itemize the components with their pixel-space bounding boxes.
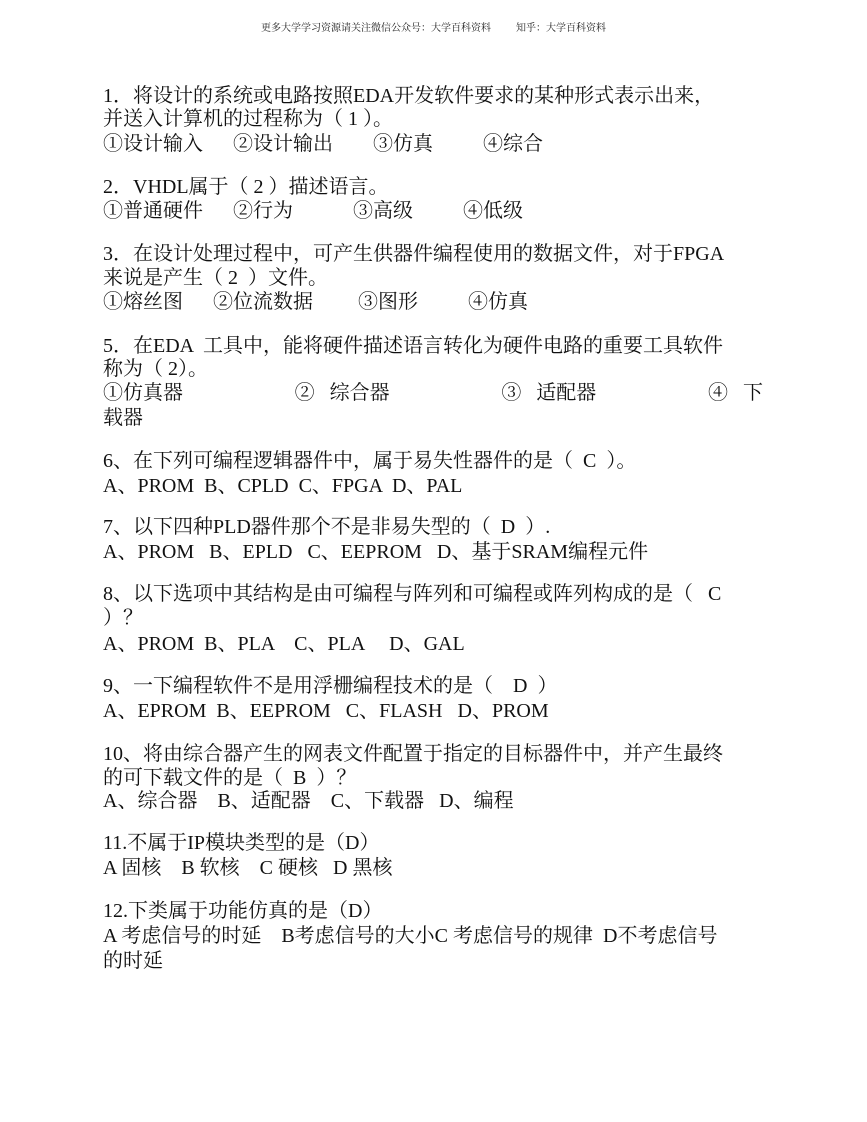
question-options: A、综合器 B、适配器 C、下载器 D、编程	[103, 790, 514, 812]
question-options: A、PROM B、PLA C、PLA D、GAL	[103, 633, 465, 655]
question-text: 5．在EDA 工具中，能将硬件描述语言转化为硬件电路的重要工具软件	[103, 335, 723, 357]
question-options: A、EPROM B、EEPROM C、FLASH D、PROM	[103, 700, 549, 722]
question-text: 8、以下选项中其结构是由可编程与阵列和可编程或阵列构成的是（ C	[103, 583, 722, 605]
question-text: 3．在设计处理过程中，可产生供器件编程使用的数据文件，对于FPGA	[103, 243, 725, 265]
option: ③ 适配器	[501, 382, 597, 404]
question-text: 2．VHDL属于（ 2 ）描述语言。	[103, 176, 389, 198]
question-text: 的可下载文件的是（ B ）？	[103, 767, 357, 789]
question-text: 1．将设计的系统或电路按照EDA开发软件要求的某种形式表示出来，	[103, 85, 715, 107]
question-text: 并送入计算机的过程称为（ 1 ）。	[103, 108, 393, 130]
question-text: 10、将由综合器产生的网表文件配置于指定的目标器件中，并产生最终	[103, 743, 723, 765]
question-text: 称为（ 2）。	[103, 358, 208, 380]
question-text: 9、一下编程软件不是用浮栅编程技术的是（ D ）	[103, 675, 558, 697]
question-text: 来说是产生（ 2 ）文件。	[103, 267, 328, 289]
question-options: A、PROM B、CPLD C、FPGA D、PAL	[103, 475, 463, 497]
question-options: ①设计输入 ②设计输出 ③仿真 ④综合	[103, 133, 543, 155]
question-options: A、PROM B、EPLD C、EEPROM D、基于SRAM编程元件	[103, 541, 649, 563]
option: ①仿真器	[103, 382, 183, 404]
question-options: ①普通硬件 ②行为 ③高级 ④低级	[103, 200, 523, 222]
question-options: 的时延	[103, 950, 163, 972]
option: ④ 下	[707, 382, 763, 404]
question-text: 11.不属于IP模块类型的是（D）	[103, 832, 380, 854]
question-text: ）？	[103, 607, 143, 629]
question-options	[103, 381, 763, 405]
option: ② 综合器	[294, 382, 390, 404]
question-text: 12.下类属于功能仿真的是（D）	[103, 900, 383, 922]
question-options: 载器	[103, 407, 143, 429]
question-options: ①熔丝图 ②位流数据 ③图形 ④仿真	[103, 291, 528, 313]
question-text: 6、在下列可编程逻辑器件中，属于易失性器件的是（ C ）。	[103, 450, 637, 472]
question-options: A 考虑信号的时延 B考虑信号的大小C 考虑信号的规律 D不考虑信号	[103, 925, 718, 947]
question-text: 7、以下四种PLD器件那个不是非易失型的（ D ）.	[103, 516, 551, 538]
question-options: A 固核 B 软核 C 硬核 D 黑核	[103, 857, 393, 879]
page-header: 更多大学学习资源请关注微信公众号：大学百科资料 知乎：大学百科资料	[261, 23, 606, 34]
